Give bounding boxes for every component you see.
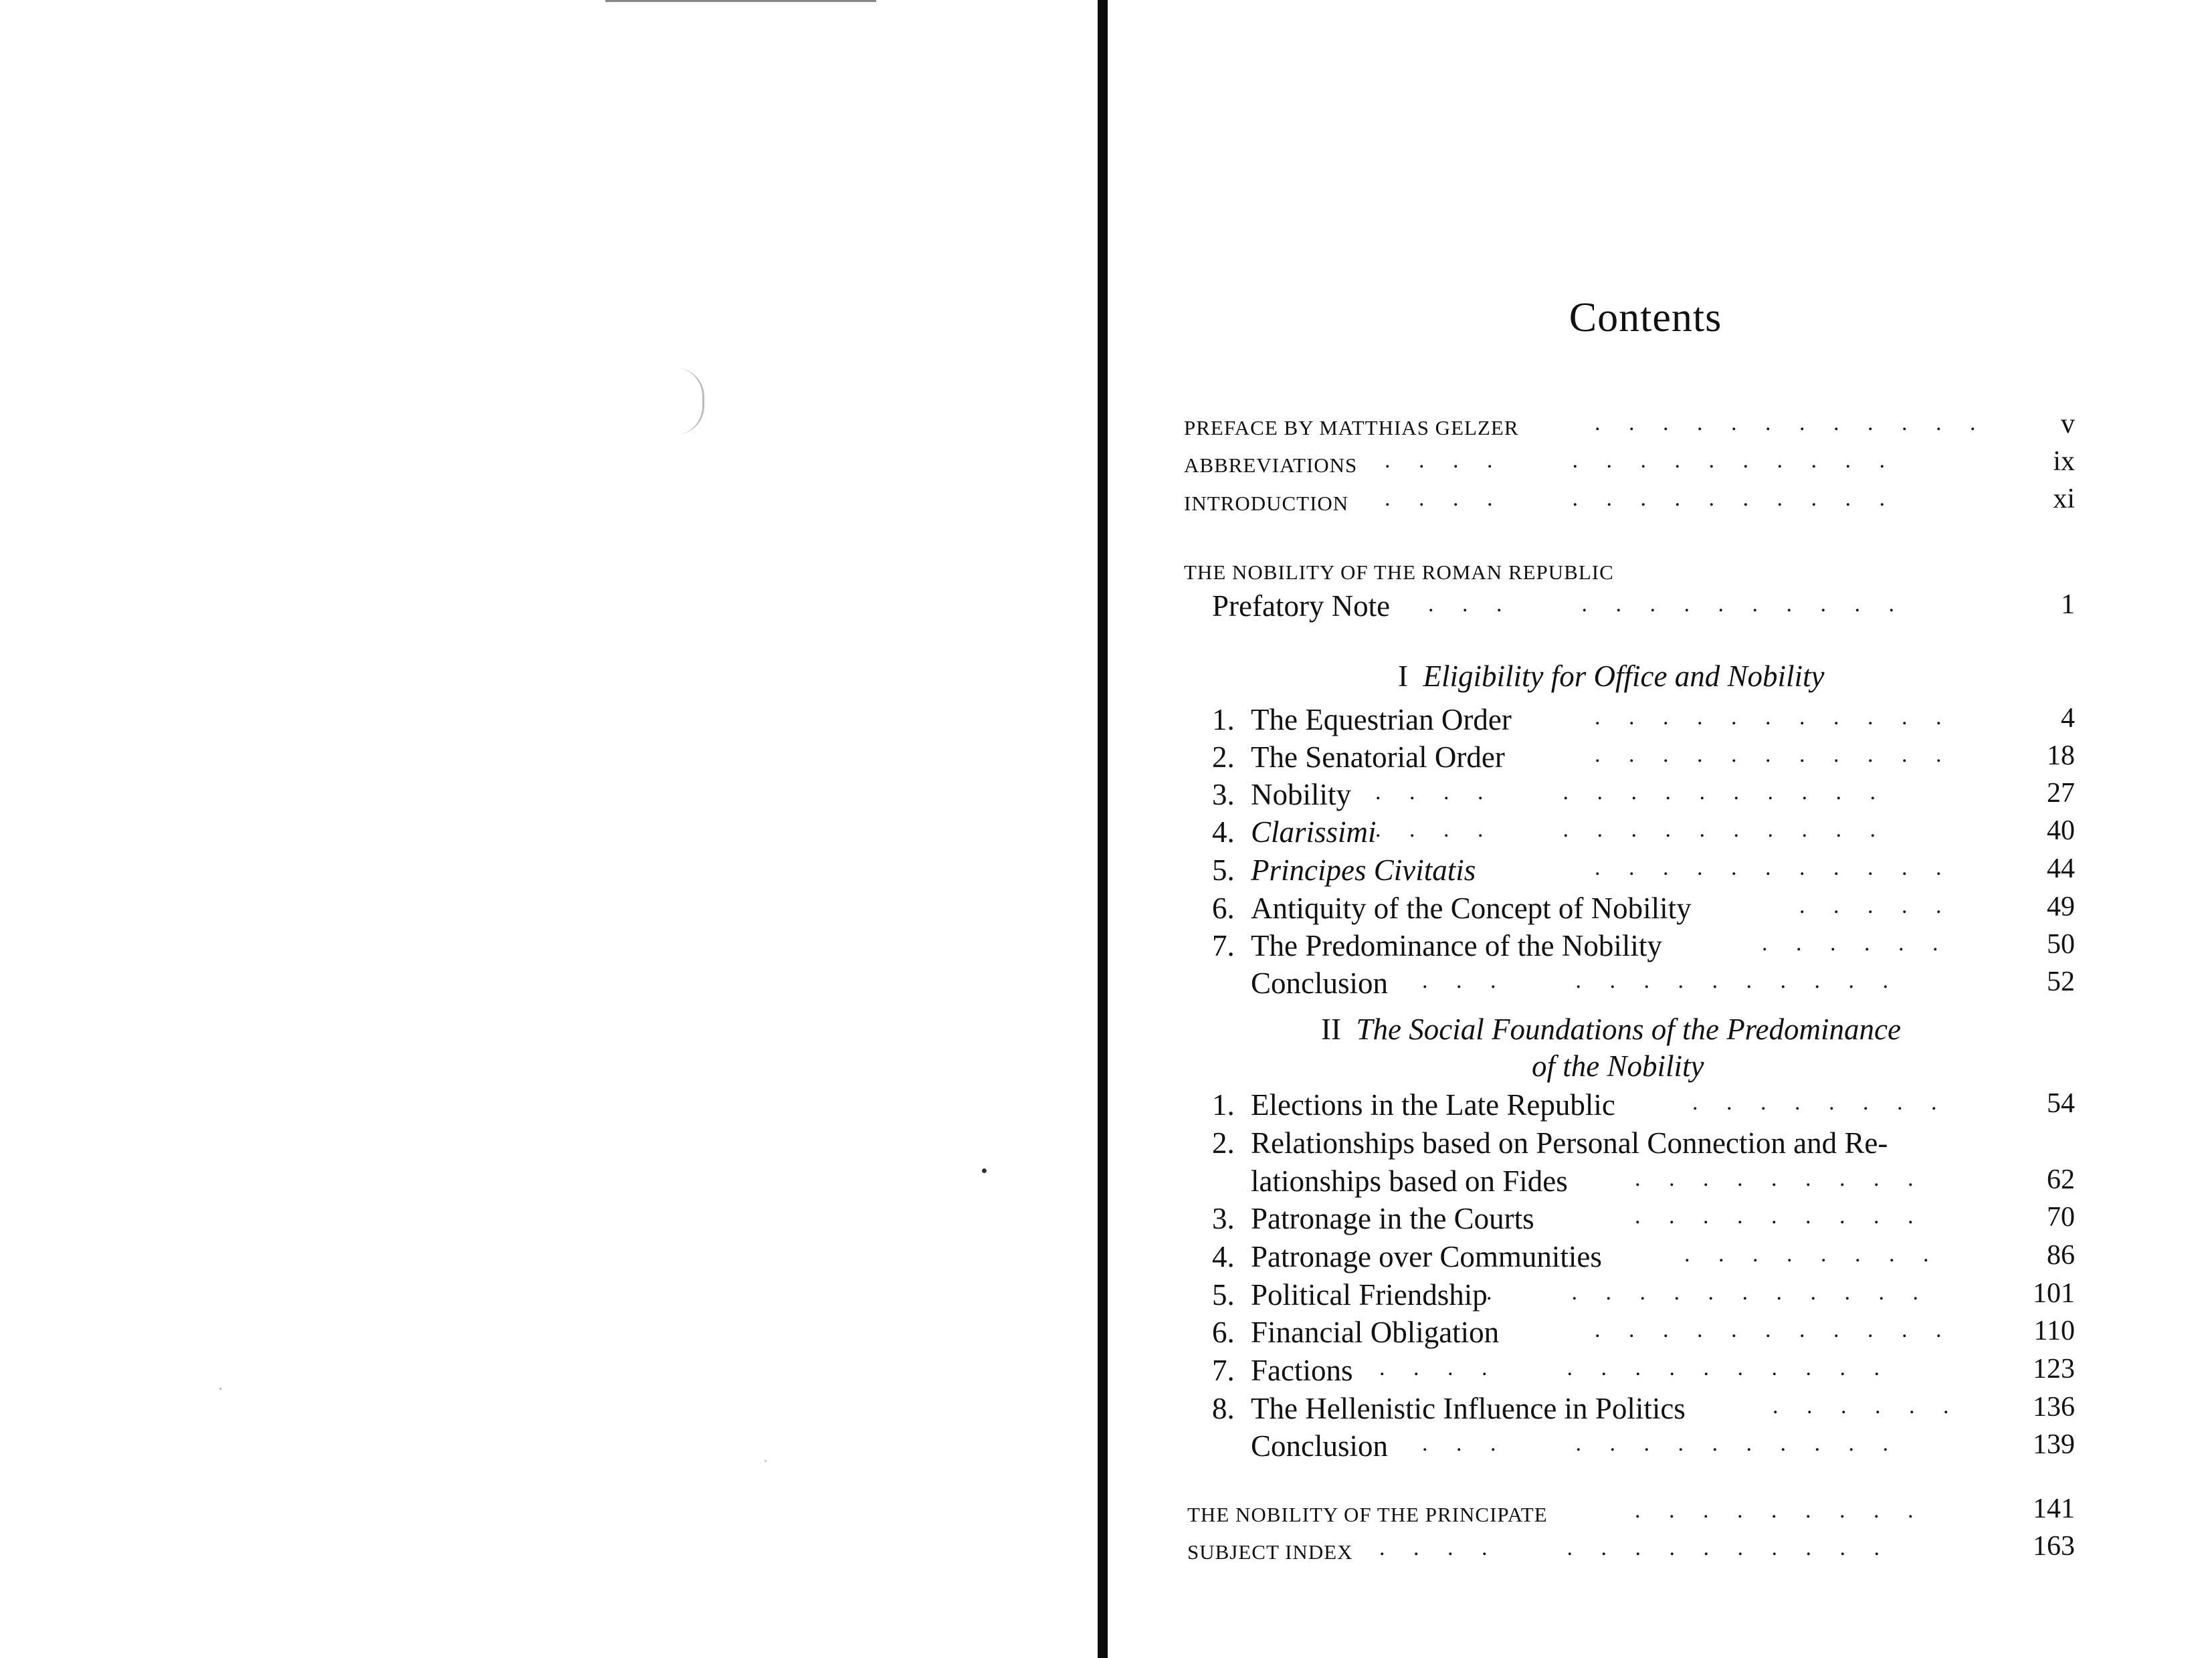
- toc-page-number: 40: [2047, 815, 2075, 846]
- toc-page-number: 18: [2047, 740, 2075, 771]
- section-number: 1.: [1212, 703, 1235, 736]
- toc-page-number: 27: [2047, 778, 2075, 809]
- page-title: Contents: [1569, 295, 1722, 340]
- toc-entry-abbreviations[interactable]: [1184, 453, 1357, 478]
- toc-page-number: 123: [2033, 1354, 2075, 1384]
- toc-entry[interactable]: [1212, 1315, 1499, 1350]
- toc-page-number: 139: [2033, 1429, 2075, 1460]
- leader-dots: . . . . . . . .: [1684, 1242, 1929, 1267]
- leader-dots: . . . . . . . . . . .: [1595, 1318, 1942, 1342]
- leader-dots: . . . . . . . . .: [1635, 1166, 1914, 1191]
- toc-entry[interactable]: [1212, 1429, 1388, 1463]
- section-number: 5.: [1212, 1278, 1235, 1312]
- toc-entry-label: Nobility: [1251, 778, 1352, 811]
- toc-entry-label: Clarissimi: [1251, 815, 1377, 849]
- toc-page-number: xi: [2053, 484, 2075, 514]
- book-gutter: [1098, 0, 1108, 1658]
- section-number: 5.: [1212, 853, 1235, 887]
- toc-page-number: 62: [2047, 1164, 2075, 1195]
- toc-page-number: v: [2061, 409, 2075, 439]
- speck: [982, 1168, 987, 1173]
- toc-entry[interactable]: [1212, 1126, 1888, 1160]
- top-rule: [605, 0, 876, 2]
- toc-entry-label: ABBREVIATIONS: [1184, 453, 1358, 477]
- chapter-numeral: II: [1321, 1013, 1341, 1046]
- section-number: 7.: [1212, 1354, 1235, 1387]
- leader-dots: . . . . . . . . . . . . .: [1422, 1431, 1888, 1456]
- toc-entry[interactable]: [1212, 1087, 1615, 1122]
- toc-entry-label: SUBJECT INDEX: [1187, 1540, 1353, 1564]
- toc-entry-label: PREFACE BY MATTHIAS GELZER: [1184, 416, 1519, 439]
- leader-dots: . . . . . . . . . . . . . .: [1375, 780, 1876, 805]
- toc-entry-label: Political Friendship: [1251, 1278, 1488, 1312]
- toc-entry-label: THE NOBILITY OF THE PRINCIPATE: [1187, 1503, 1548, 1526]
- toc-entry[interactable]: [1212, 1277, 1488, 1312]
- toc-page-number: 110: [2033, 1316, 2075, 1346]
- part-heading: THE NOBILITY OF THE ROMAN REPUBLIC: [1184, 560, 1614, 584]
- toc-entry-label: Prefatory Note: [1212, 589, 1391, 623]
- toc-page-number: 44: [2047, 853, 2075, 884]
- leader-dots: . . . . . . . . . . . .: [1595, 411, 1976, 435]
- toc-entry[interactable]: [1212, 1353, 1353, 1388]
- toc-entry-label: Patronage over Communities: [1251, 1240, 1602, 1273]
- toc-entry-label: The Equestrian Order: [1251, 703, 1512, 736]
- toc-page-number: 49: [2047, 892, 2075, 922]
- toc-entry-introduction[interactable]: [1184, 492, 1348, 516]
- toc-entry[interactable]: [1212, 1201, 1534, 1236]
- leader-dots: . . . . . . . . . . .: [1595, 705, 1942, 730]
- toc-entry-label: Patronage in the Courts: [1251, 1202, 1534, 1235]
- toc-page-number: 141: [2033, 1493, 2075, 1524]
- pencil-mark: [676, 368, 704, 435]
- leader-dots: . . . . . . . . . . . .: [1486, 1280, 1918, 1305]
- section-number: 3.: [1212, 778, 1235, 811]
- leader-dots: . . . . . .: [1762, 931, 1938, 956]
- toc-entry[interactable]: [1212, 928, 1662, 963]
- toc-entry-label: lationships based on Fides: [1251, 1164, 1568, 1198]
- leader-dots: . . . . . . . . . . . . . .: [1379, 1356, 1880, 1380]
- section-number: 4.: [1212, 815, 1235, 849]
- leader-dots: . . . . . . . . . . .: [1595, 742, 1942, 767]
- toc-page-number: 4: [2061, 703, 2075, 734]
- leader-dots: . . . . . . . . . . .: [1595, 855, 1942, 880]
- leader-dots: . . . . .: [1799, 894, 1942, 918]
- speck: [765, 1460, 767, 1462]
- toc-entry[interactable]: [1212, 853, 1476, 888]
- toc-entry[interactable]: [1212, 1391, 1686, 1426]
- toc-entry-label: The Predominance of the Nobility: [1251, 929, 1662, 962]
- toc-page-number: 101: [2033, 1278, 2075, 1309]
- toc-entry-subject-index[interactable]: [1187, 1540, 1353, 1564]
- toc-entry-label: Factions: [1251, 1354, 1353, 1387]
- section-number: 8.: [1212, 1392, 1235, 1425]
- toc-entry[interactable]: [1212, 966, 1388, 1001]
- chapter-title: [1321, 1012, 1901, 1047]
- section-number: 4.: [1212, 1240, 1235, 1273]
- leader-dots: . . . . . . . . . . . . . .: [1385, 486, 1885, 511]
- toc-entry-continuation[interactable]: [1212, 1164, 1568, 1199]
- leader-dots: . . . . . . . . . . . . . .: [1385, 448, 1885, 473]
- toc-entry-label: Relationships based on Personal Connection and Re-: [1251, 1126, 1888, 1160]
- chapter-numeral: I: [1398, 659, 1408, 693]
- toc-entry-principate[interactable]: [1187, 1503, 1548, 1527]
- toc-page-number: 163: [2033, 1531, 2075, 1562]
- section-number: 6.: [1212, 1316, 1235, 1349]
- toc-page-number: 54: [2047, 1088, 2075, 1119]
- leader-dots: . . . . . . . . . . . . .: [1428, 592, 1894, 617]
- toc-entry[interactable]: [1212, 740, 1505, 774]
- toc-page-number: 136: [2033, 1392, 2075, 1423]
- toc-entry-label: INTRODUCTION: [1184, 492, 1349, 515]
- toc-page-number: 86: [2047, 1240, 2075, 1271]
- leader-dots: . . . . . . . . .: [1635, 1498, 1914, 1523]
- leader-dots: . . . . . . . .: [1692, 1090, 1937, 1115]
- speck: [219, 1388, 221, 1390]
- toc-page-number: 70: [2047, 1202, 2075, 1233]
- toc-page-number: 50: [2047, 929, 2075, 960]
- section-number: 2.: [1212, 740, 1235, 774]
- chapter-title-continuation: of the Nobility: [1532, 1049, 1704, 1083]
- toc-entry-label: Conclusion: [1251, 966, 1389, 1000]
- section-number: 2.: [1212, 1126, 1235, 1160]
- toc-entry-label: Antiquity of the Concept of Nobility: [1251, 892, 1692, 925]
- toc-page-number: ix: [2053, 446, 2075, 477]
- toc-entry[interactable]: [1212, 777, 1351, 812]
- toc-page-number: 1: [2061, 589, 2075, 620]
- toc-entry[interactable]: [1212, 891, 1692, 926]
- toc-entry[interactable]: [1212, 702, 1512, 737]
- toc-entry-label: Principes Civitatis: [1251, 853, 1476, 887]
- toc-entry[interactable]: [1212, 815, 1377, 849]
- toc-page-number: 52: [2047, 966, 2075, 997]
- chapter-title-text: The Social Foundations of the Predominance: [1356, 1013, 1901, 1046]
- toc-entry[interactable]: [1212, 1239, 1602, 1274]
- section-number: 6.: [1212, 892, 1235, 925]
- toc-entry-label: The Senatorial Order: [1251, 740, 1505, 774]
- leader-dots: . . . . . . . . . . . . .: [1422, 968, 1888, 993]
- section-number: 7.: [1212, 929, 1235, 962]
- toc-entry-preface[interactable]: [1184, 416, 1519, 440]
- toc-entry-label: The Hellenistic Influence in Politics: [1251, 1392, 1686, 1425]
- leader-dots: . . . . . . . . .: [1635, 1204, 1914, 1229]
- toc-entry-label: Elections in the Late Republic: [1251, 1088, 1615, 1122]
- toc-entry-label: Financial Obligation: [1251, 1316, 1500, 1349]
- leader-dots: . . . . . . . . . . . . . .: [1379, 1536, 1880, 1560]
- leader-dots: . . . . . .: [1773, 1394, 1949, 1419]
- toc-entry-prefatory-note[interactable]: [1212, 589, 1390, 623]
- chapter-title-text: Eligibility for Office and Nobility: [1423, 659, 1825, 693]
- leader-dots: . . . . . . . . . . . . . .: [1375, 817, 1876, 842]
- chapter-title: [1398, 659, 1824, 694]
- section-number: 3.: [1212, 1202, 1235, 1235]
- section-number: 1.: [1212, 1088, 1235, 1122]
- toc-entry-label: Conclusion: [1251, 1429, 1389, 1463]
